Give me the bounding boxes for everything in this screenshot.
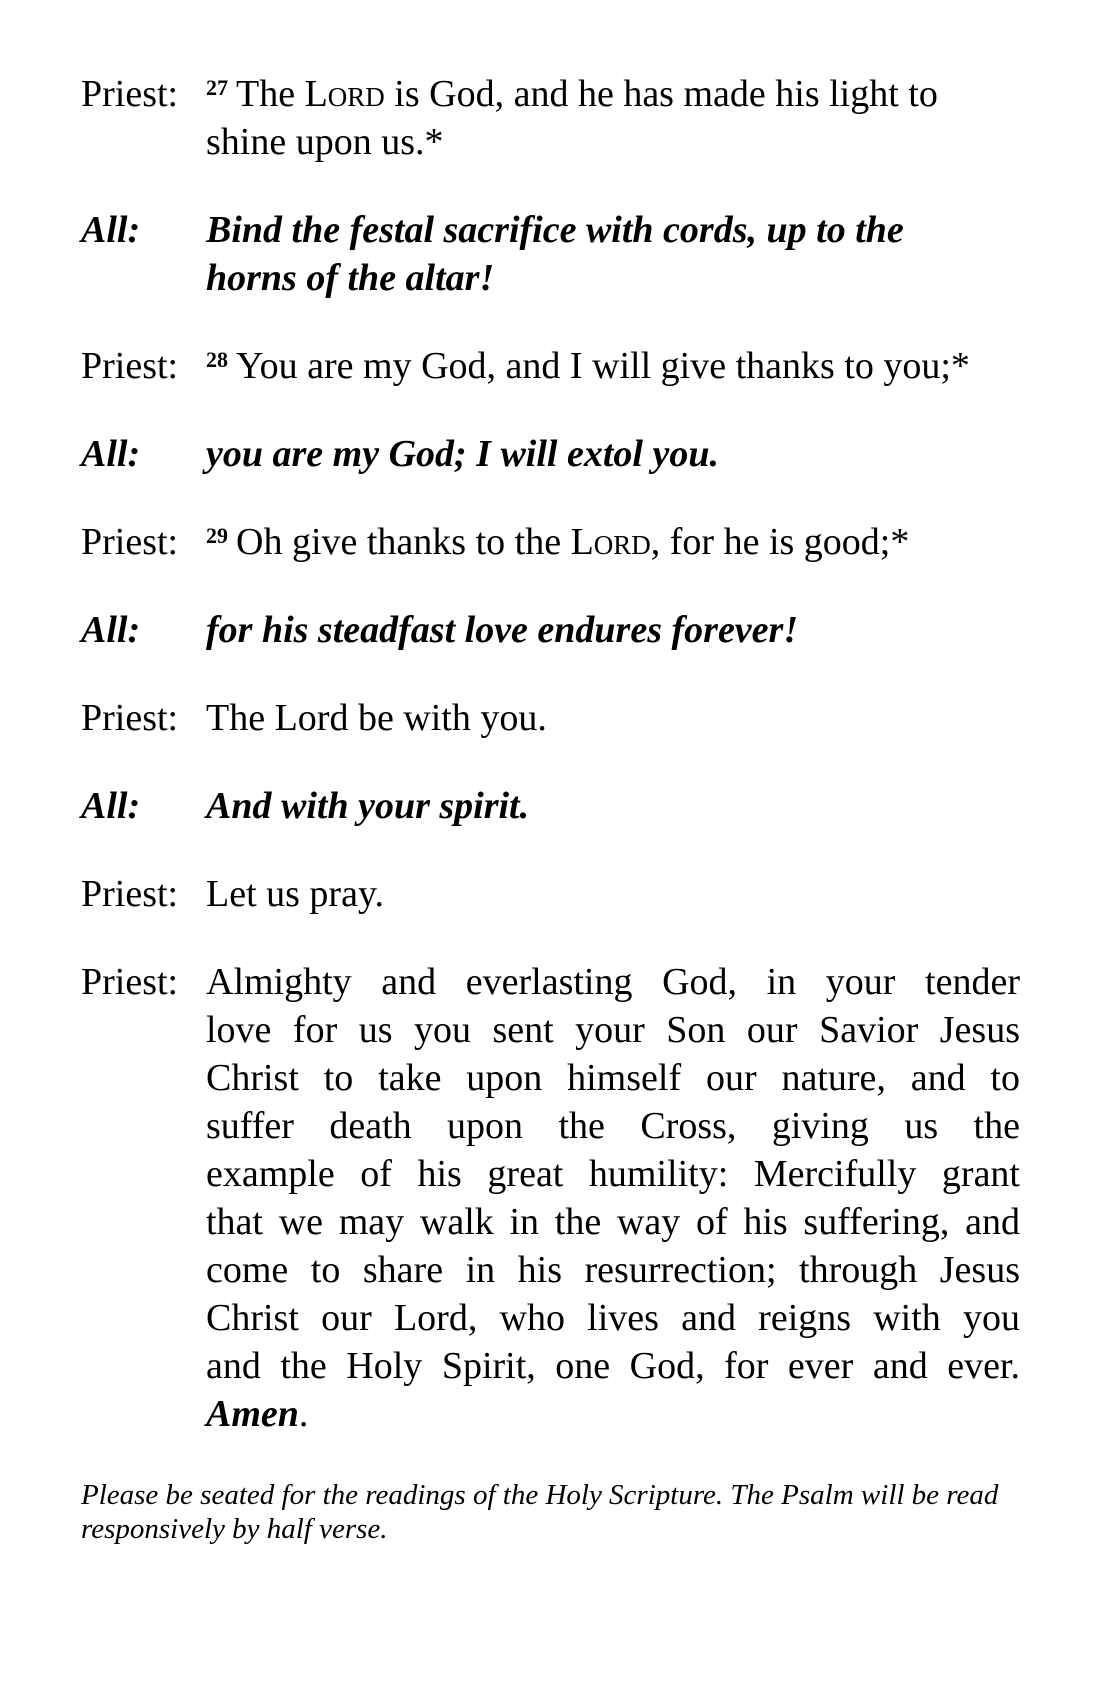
text-run: , for he is good;* xyxy=(650,521,910,563)
speaker-label: Priest: xyxy=(81,521,179,563)
text-run: for his steadfast love endures forever! xyxy=(206,609,799,651)
text-run: is God, and he has made his light to xyxy=(384,73,938,115)
dialogue-block xyxy=(81,606,1020,654)
speaker-label: All: xyxy=(81,785,141,827)
speaker-label: All: xyxy=(81,609,141,651)
speaker-label: All: xyxy=(81,433,141,475)
text-run: Christ our Lord, who lives and reigns with you xyxy=(206,1297,1020,1339)
text-run: You are my God, and I will give thanks to you;* xyxy=(236,345,970,387)
rubric-note-line-2: responsively by half verse. xyxy=(81,1513,388,1545)
dialogue-block xyxy=(81,694,1020,742)
dialogue-text xyxy=(206,694,1020,742)
dialogue-block xyxy=(81,70,1020,166)
text-run: shine upon us.* xyxy=(206,121,444,163)
text-run: Bind the festal sacrifice with cords, up to the xyxy=(206,209,904,251)
dialogue-block xyxy=(81,342,1020,390)
text-run: And with your spirit. xyxy=(206,785,530,827)
dialogue-text xyxy=(206,782,1020,830)
speaker-label: All: xyxy=(81,209,141,251)
dialogue-block xyxy=(81,518,1020,566)
text-run: Amen xyxy=(206,1393,299,1435)
dialogue-text xyxy=(206,206,1020,302)
speaker-label: Priest: xyxy=(81,873,179,915)
text-run: example of his great humility: Mercifully grant xyxy=(206,1153,1020,1195)
text-run: The Lord be with you. xyxy=(206,697,547,739)
text-run: Oh give thanks to the xyxy=(236,521,571,563)
dialogue-text xyxy=(206,870,1020,918)
text-run: you are my God; I will extol you. xyxy=(206,433,719,475)
rubric-note xyxy=(81,1478,1020,1546)
text-run: . xyxy=(298,1393,309,1435)
dialogue-list xyxy=(81,70,1020,1438)
dialogue-block xyxy=(81,206,1020,302)
text-run: Christ to take upon himself our nature, and to xyxy=(206,1057,1020,1099)
rubric-note-line-1: Please be seated for the readings of the Holy Scripture. The Psalm will be read xyxy=(81,1479,999,1511)
text-run: Let us pray. xyxy=(206,873,384,915)
text-run: Almighty and everlasting God, in your tender xyxy=(206,961,1020,1003)
dialogue-block xyxy=(81,958,1020,1438)
dialogue-text xyxy=(206,342,1020,390)
text-run: love for us you sent your Son our Savior Jesus xyxy=(206,1009,1020,1051)
speaker-label: Priest: xyxy=(81,697,179,739)
dialogue-block xyxy=(81,430,1020,478)
dialogue-text xyxy=(206,606,1020,654)
dialogue-text xyxy=(206,70,1020,166)
verse-number: 28 xyxy=(206,347,228,372)
text-run: come to share in his resurrection; through Jesus xyxy=(206,1249,1020,1291)
dialogue-text xyxy=(206,958,1020,1438)
dialogue-text xyxy=(206,430,1020,478)
text-run: horns of the altar! xyxy=(206,257,495,299)
speaker-label: Priest: xyxy=(81,345,179,387)
dialogue-text xyxy=(206,518,1020,566)
divine-name: Lord xyxy=(304,73,385,115)
text-run: The xyxy=(236,73,305,115)
dialogue-block xyxy=(81,870,1020,918)
verse-number: 27 xyxy=(206,75,228,100)
divine-name: Lord xyxy=(570,521,651,563)
speaker-label: Priest: xyxy=(81,73,179,115)
verse-number: 29 xyxy=(206,523,228,548)
dialogue-block xyxy=(81,782,1020,830)
text-run: suffer death upon the Cross, giving us the xyxy=(206,1105,1020,1147)
text-run: and the Holy Spirit, one God, for ever and ever. xyxy=(206,1345,1020,1387)
speaker-label: Priest: xyxy=(81,961,179,1003)
text-run: that we may walk in the way of his suffering, and xyxy=(206,1201,1020,1243)
